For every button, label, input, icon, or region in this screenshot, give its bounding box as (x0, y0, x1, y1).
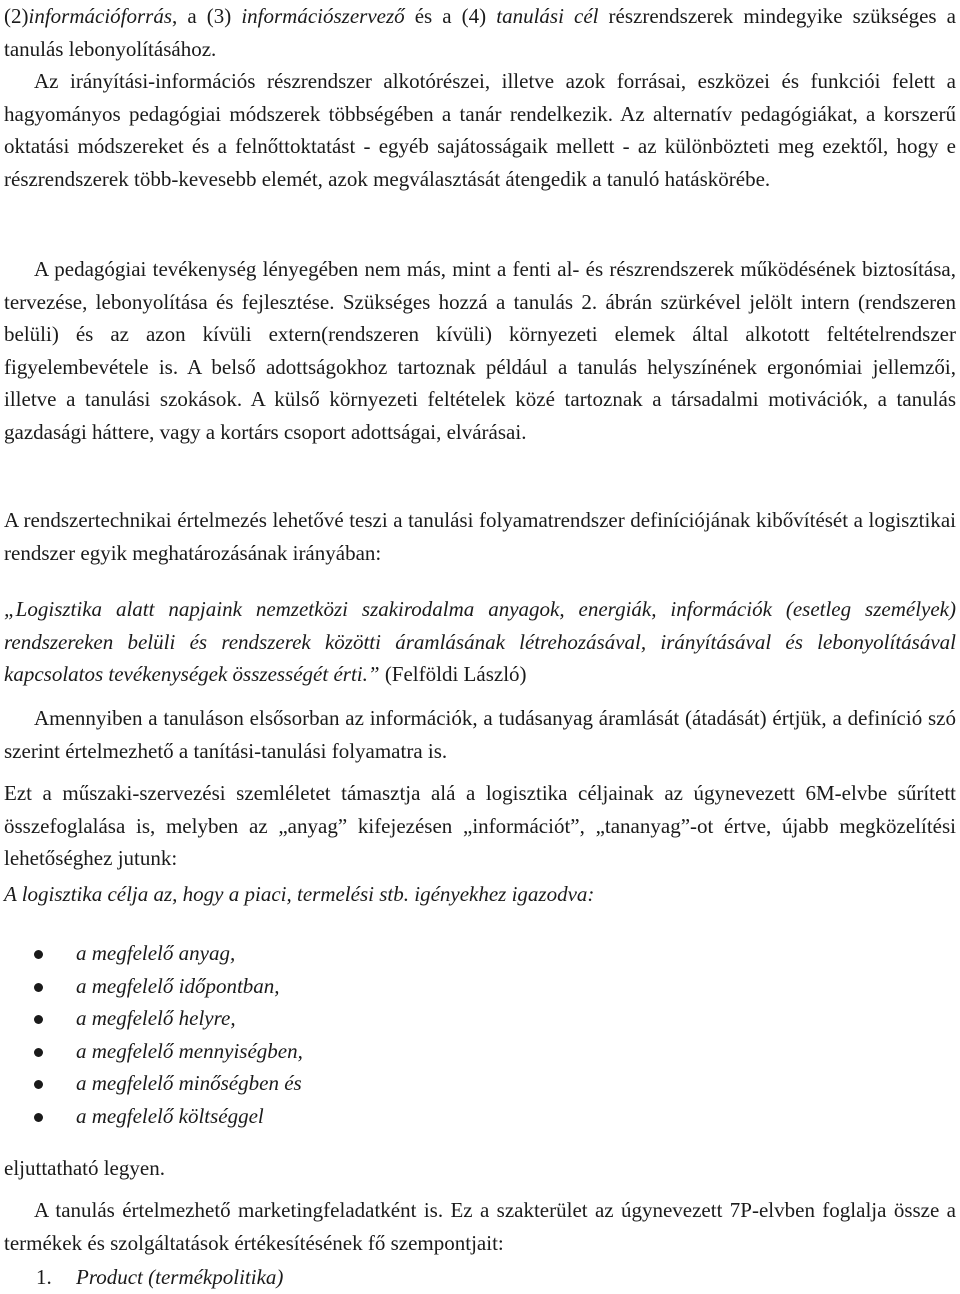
list-item (4, 1100, 956, 1133)
bullet-icon (34, 1015, 43, 1024)
paragraph-marketing: A tanulás értelmezhető marketingfeladatként is. Ez a szakterület az úgynevezett 7P-elvben foglalja össze a termékek és szolgáltatások értékesítésének fő szempontjait: (4, 1198, 956, 1255)
bullet-icon (34, 950, 43, 959)
logistics-definition-quote (4, 593, 956, 691)
list-item-text: a megfelelő időpontban, (76, 973, 280, 998)
bullet-icon (34, 983, 43, 992)
quote-text: „Logisztika alatt napjaink nemzetközi szakirodalma anyagok, energiák, információk (esetleg személyek) rendszereken belüli és rendszerek közötti áramlásának létrehozásával, irányításával és lebonyolításával kapcsolatos tevékenységek összességét érti.” (4, 597, 956, 687)
paragraph-6m-principle: Ezt a műszaki-szervezési szemléletet támasztja alá a logisztika céljainak az úgynevezett 6M-elvbe sűrített összefoglalása is, melyben az „anyag” kifejezésen „információt”, „tananyag”-ot értve, újabb megközelítési lehetőséghez jutunk: (4, 781, 956, 871)
logistics-goal-heading (4, 878, 956, 911)
paragraph-information-flow: Amennyiben a tanuláson elsősorban az információk, a tudásanyag áramlását (átadását) értjük, a definíció szó szerint értelmezhető a tanítási-tanulási folyamatra is. (4, 706, 956, 763)
list-number: 1. (36, 1265, 52, 1289)
paragraph-pedagogic-activity: A pedagógiai tevékenység lényegében nem más, mint a fenti al- és részrendszerek működésének biztosítása, tervezése, lebonyolítása és fejlesztése. Szükséges hozzá a tanulás 2. ábrán szürkével jelölt intern (rendszeren belüli) és az azon kívüli extern(rendszeren kívüli) környezeti elemek által alkotott feltételrendszer figyelembevétele is. A belső adottságokhoz tartoznak például a tanulás helyszínének ergonómiai jellemzői, illetve a tanulási szokások. A külső környezeti feltételek közé tartoznak a társadalmi motivációk, a tanulás gazdasági háttere, vagy a kortárs csoport adottságai, elvárásai. (4, 257, 956, 444)
italic-term: tanulási cél (496, 4, 599, 28)
list-item (4, 970, 956, 1003)
list-item-text: a megfelelő költséggel (76, 1103, 264, 1128)
list-item (4, 937, 956, 970)
text-run: és a (4) (404, 4, 497, 28)
list-item-text: a megfelelő anyag, (76, 941, 236, 965)
bullet-icon (34, 1080, 43, 1089)
list-item (4, 1035, 956, 1068)
text-run: részrendszerek mindegyike szükséges a tanulás lebonyolításához. (4, 4, 956, 61)
italic-term: információforrás (28, 4, 173, 28)
list-item-text: a megfelelő mennyiségben, (76, 1038, 303, 1063)
numbered-list-item (4, 1261, 956, 1294)
list-item (4, 1067, 956, 1100)
paragraph-system-technical: A rendszertechnikai értelmezés lehetővé teszi a tanulási folyamatrendszer definíciójának kibővítését a logisztikai rendszer egyik meghatározásának irányában: (4, 508, 956, 565)
six-m-list (4, 937, 956, 1133)
bullet-icon (34, 1113, 43, 1122)
list-item-text: a megfelelő helyre, (76, 1006, 236, 1031)
paragraph-delivered: eljuttatható legyen. (4, 1156, 165, 1180)
paragraph-control-info: Az irányítási-információs részrendszer alkotórészei, illetve azok forrásai, eszközei és funkciói felett a hagyományos pedagógiai módszerek többségében a tanár rendelkezik. Az alternatív pedagógiákat, a korszerű oktatási módszereket és a felnőttoktatást - egyéb sajátosságaik mellett - az különbözteti meg ezektől, hogy e részrendszerek több-kevesebb elemét, azok megválasztását átengedik a tanuló hatáskörébe. (4, 69, 956, 191)
list-item-text: a megfelelő minőségben és (76, 1071, 302, 1096)
goal-text: A logisztika célja az, hogy a piaci, termelési stb. igényekhez igazodva: (4, 882, 595, 906)
list-item (4, 1002, 956, 1035)
text-run: , a (3) (172, 4, 242, 28)
italic-term: információszervező (241, 4, 405, 28)
text-run: (2) (4, 4, 29, 28)
quote-source: (Felföldi László) (379, 662, 527, 687)
bullet-icon (34, 1048, 43, 1057)
list-item-text: Product (termékpolitika) (76, 1265, 284, 1289)
paragraph-subsystems (4, 0, 956, 65)
